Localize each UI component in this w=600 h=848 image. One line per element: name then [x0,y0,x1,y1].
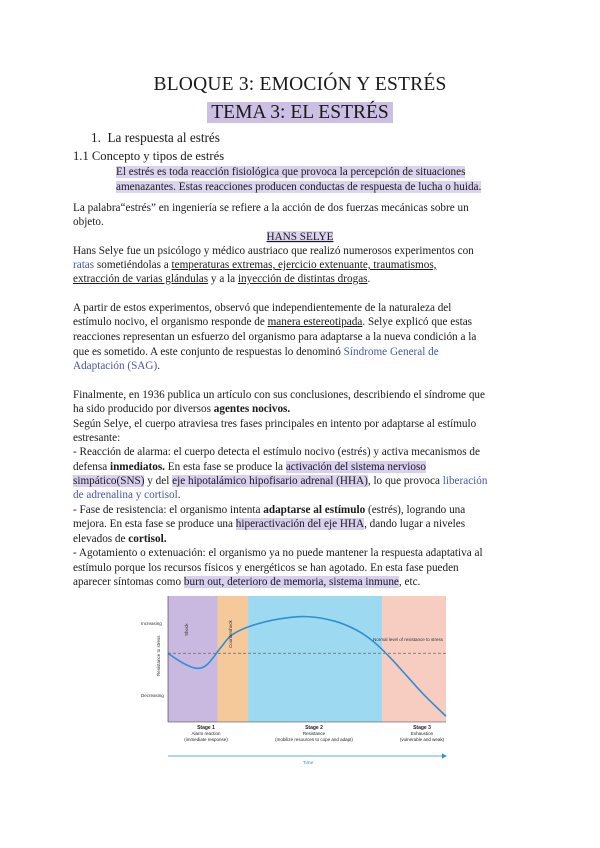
stereotyped-text: manera estereotipada [267,316,363,328]
sag-term: Adaptación (SAG) [73,360,158,372]
resistance-text: - Fase de resistencia: el organismo intenta [73,504,264,516]
resistance-line-1 [73,503,465,518]
y-bottom-label: Decreasing [141,693,164,698]
sag-text: . Selye explicó que estas [362,316,473,328]
stage-band [217,596,248,722]
selye-heading: HANS SELYE [266,231,334,243]
exhaustion-line-2: estímulo porque los recursos físicos y energéticos se han agotado. En esta fase pueden [73,562,459,574]
sag-line-2 [73,315,472,330]
resistance-line-3 [73,532,167,547]
subsection-heading: 1.1 Concepto y tipos de estrés [73,149,225,163]
stage1-desc: (immediate response) [184,737,228,742]
adapt-text: adaptarse al estímulo [263,504,366,516]
hha-text: eje hipotalámico hipofisario adrenal (HHA) [172,475,368,487]
stage-band [248,596,382,722]
conditions-text: temperaturas extremas, ejercicio extenuante, traumatismos, [171,259,437,271]
release-text: de adrenalina y cortisol [73,489,178,501]
resistance-text: , dando lugar a niveles [364,518,466,530]
resistance-line-2 [73,517,465,532]
alarm-line-3 [73,474,487,489]
stage3-label: Stage 3 [413,725,431,731]
normal-level-label: Normal level of resistance to stress [372,637,444,642]
selye-text: sometiéndolas a [94,259,172,271]
phases-line-4: estresante: [73,432,121,444]
noxious-agents: agentes nocivos. [213,403,291,415]
phases-line-3: Según Selye, el cuerpo atraviesa tres fases principales en intento por adaptarse al estímulo [73,418,477,430]
exhaustion-line-3 [73,575,420,590]
page-title: BLOQUE 3: EMOCIÓN Y ESTRÉS [153,74,447,95]
x-axis-label: Time [302,761,314,766]
alarm-line-2 [73,460,426,475]
alarm-text: y del [144,475,173,487]
definition-line-2 [116,180,481,195]
selye-text: y a la [208,273,238,285]
sag-text: que es sometido. A este conjunto de respuestas lo denominó [73,346,344,358]
alarm-line-1: - Reacción de alarma: el cuerpo detecta el estímulo nocivo (estrés) y activa mecanismos de [73,446,480,458]
definition-line-1 [116,165,465,180]
sag-text: estímulo nocivo, el organismo responde de [73,316,268,328]
section-number: 1. [91,130,101,145]
resistance-text: mejora. En esta fase se produce una [73,518,236,530]
engineering-line-2: objeto. [73,216,104,228]
alarm-text: defensa [73,461,110,473]
sag-line-3: reacciones representan un esfuerzo del organismo para adaptarse a la nueva condición a la [73,331,477,343]
resistance-text: (estrés), logrando una [365,504,466,516]
stage1-label: Stage 1 [197,725,215,731]
alarm-line-4 [73,488,180,503]
exhaustion-line-1: - Agotamiento o extenuación: el organismo ya no puede mantener la respuesta adaptativa al [73,547,483,559]
sns-text: simpático(SNS) [73,475,145,487]
y-top-label: Increasing [141,621,162,626]
release-text: liberación [442,475,488,487]
stage3-title: Exhaustion [410,731,434,736]
shock-label: Shock [184,623,189,636]
alarm-text: , lo que provoca [367,475,443,487]
phases-line-2 [73,402,290,417]
stage2-desc: (mobilize resources to cope and adapt) [275,737,353,742]
period: . [177,489,181,501]
selye-line-2 [73,258,436,273]
drugs-text: inyección de distintas drogas [237,273,368,285]
section-heading-text: La respuesta al estrés [107,130,220,145]
alarm-text: En esta fase se produce la [164,461,286,473]
phases-text: ha sido producido por diversos [73,403,214,415]
selye-line-1: Hans Selye fue un psicólogo y médico austriaco que realizó numerosos experimentos con [73,245,474,257]
selye-heading-wrap [0,230,600,245]
symptoms-text: burn out, deterioro de memoria, sistema inmune [183,576,399,588]
sag-line-5 [73,359,160,374]
engineering-line-1: La palabra“estrés” en ingeniería se refiere a la acción de dos fuerzas mecánicas sobre un [73,202,469,214]
hha-hyper-text: hiperactivación del eje HHA [235,518,365,530]
resistance-text: elevados de [73,533,129,545]
sag-term: Síndrome General de [343,346,439,358]
rats-text: ratas [73,259,95,271]
sag-line-4 [73,345,439,360]
stage-bands [168,596,446,722]
exhaustion-text: , etc. [398,576,421,588]
countershock-label: Countershock [228,620,233,648]
sag-line-1: A partir de estos experimentos, observó que independientemente de la naturaleza del [73,302,452,314]
gas-chart [141,596,466,768]
stage2-label: Stage 2 [305,725,323,731]
glands-text: extracción de varias glándulas [73,273,209,285]
period: . [157,360,160,372]
stage1-title: Alarm reaction [191,731,221,736]
stage2-title: Resistance [302,731,326,736]
topic-title-wrap [0,102,600,124]
selye-line-3 [73,272,370,287]
y-axis-label: Resistance to stress [156,635,161,676]
phases-line-1: Finalmente, en 1936 publica un artículo con sus conclusiones, describiendo el síndrome que [73,389,485,401]
topic-title: TEMA 3: EL ESTRÉS [207,102,393,123]
definition-text-2: amenazantes. Estas reacciones producen conductas de respuesta de lucha o huida. [116,181,482,193]
immediate-text: inmediatos. [109,461,165,473]
definition-text-1: El estrés es toda reacción fisiológica que provoca la percepción de situaciones [116,166,466,178]
sns-activation: activación del sistema nervioso [285,461,426,473]
stage3-desc: (vulnerable and weak) [399,737,445,742]
cortisol-text: cortisol. [128,533,167,545]
time-arrowhead [442,754,447,759]
exhaustion-text: aparecer síntomas como [73,576,184,588]
section-heading [91,130,220,146]
period: . [367,273,371,285]
